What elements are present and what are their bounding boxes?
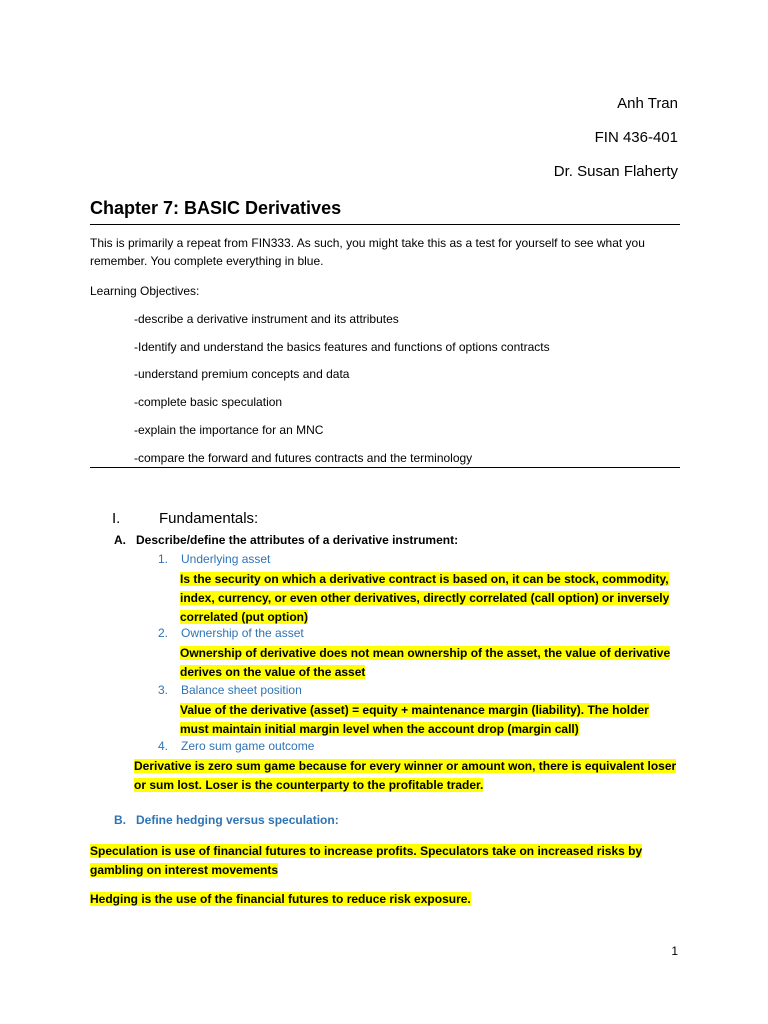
item-number: 2. <box>158 626 169 640</box>
answer-block <box>90 890 650 909</box>
objective-item: -describe a derivative instrument and its attributes <box>134 312 399 326</box>
objective-item: -Identify and understand the basics features and functions of options contracts <box>134 340 550 354</box>
section-numeral: I. <box>112 510 121 527</box>
instructor-name: Dr. Susan Flaherty <box>553 163 678 180</box>
answer-block <box>134 757 680 795</box>
item-label: Underlying asset <box>181 552 271 566</box>
learning-objectives-heading: Learning Objectives: <box>90 284 200 298</box>
subsection-heading: Describe/define the attributes of a derivative instrument: <box>136 533 459 547</box>
objective-item: -compare the forward and futures contracts and the terminology <box>134 451 473 465</box>
intro-paragraph: This is primarily a repeat from FIN333. As such, you might take this as a test for yourself to see what you remember. You complete everything in blue. <box>90 236 645 268</box>
highlighted-answer: Value of the derivative (asset) = equity + maintenance margin (liability). The holder must maintain initial margin level when the account drop (margin call) <box>180 703 649 736</box>
answer-block <box>180 701 680 739</box>
item-label: Balance sheet position <box>181 683 302 697</box>
answer-block <box>90 842 650 880</box>
title-rule <box>90 224 680 225</box>
answer-block <box>180 570 680 627</box>
subsection-heading: Define hedging versus speculation: <box>136 813 339 827</box>
course-code: FIN 436-401 <box>594 129 678 146</box>
objective-item: -explain the importance for an MNC <box>134 423 324 437</box>
highlighted-answer: Hedging is the use of the financial futures to reduce risk exposure. <box>90 892 471 906</box>
highlighted-answer: Is the security on which a derivative contract is based on, it can be stock, commodity, index, currency, or even other derivatives, directly correlated (call option) or inversely correlated (put option) <box>180 572 670 624</box>
item-label: Ownership of the asset <box>181 626 304 640</box>
objectives-rule <box>90 467 680 468</box>
item-number: 1. <box>158 552 169 566</box>
objective-item: -understand premium concepts and data <box>134 367 350 381</box>
subsection-letter: B. <box>114 813 126 827</box>
objective-item: -complete basic speculation <box>134 395 283 409</box>
item-number: 4. <box>158 739 169 753</box>
page-number: 1 <box>671 944 678 958</box>
answer-block <box>180 644 680 682</box>
chapter-title: Chapter 7: BASIC Derivatives <box>90 198 342 218</box>
author-name: Anh Tran <box>617 95 678 112</box>
subsection-letter: A. <box>114 533 126 547</box>
section-title: Fundamentals: <box>159 510 259 527</box>
item-number: 3. <box>158 683 169 697</box>
item-label: Zero sum game outcome <box>181 739 315 753</box>
highlighted-answer: Ownership of derivative does not mean ownership of the asset, the value of derivative derives on the value of the asset <box>180 646 671 679</box>
highlighted-answer: Speculation is use of financial futures to increase profits. Speculators take on increased risks by gambling on interest movements <box>90 844 643 877</box>
highlighted-answer: Derivative is zero sum game because for every winner or amount won, there is equivalent loser or sum lost. Loser is the counterparty to the profitable trader. <box>134 759 677 792</box>
